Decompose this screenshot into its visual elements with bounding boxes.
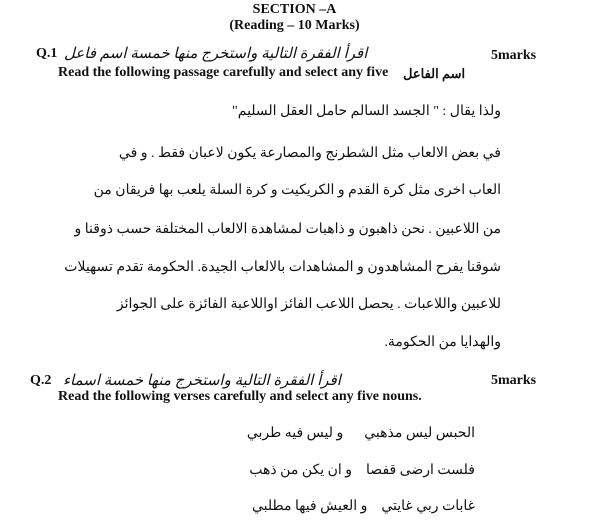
q2-english-instruction: Read the following verses carefully and select any five nouns. — [58, 389, 422, 404]
passage-line: للاعبين واللاعبات . يحصل اللاعب الفائز اواللاعبة الفائزة على الجوائز — [116, 297, 501, 312]
passage-line: العاب اخرى مثل كرة القدم و الكريكيت و كرة السلة يلعب بها فريقان من — [93, 183, 501, 198]
passage-line: في بعض الالعاب مثل الشطرنج والمصارعة يكون لاعبان فقط . و في — [118, 146, 501, 161]
q1-number: Q.1 — [36, 46, 58, 61]
section-subtitle: (Reading – 10 Marks) — [229, 18, 360, 33]
q2-marks: 5marks — [491, 373, 537, 388]
passage-line: من اللاعبين . نحن ذاهبون و ذاهبات لمشاهدة الالعاب المختلفة حسب ذوقنا و — [74, 222, 501, 237]
q2-arabic-instruction: اقرأ الفقرة التالية واستخرج منها خمسة اسماء — [63, 373, 341, 389]
section-title: SECTION –A — [252, 2, 337, 17]
passage-line: ولذا يقال : " الجسد السالم حامل العقل السليم" — [232, 104, 501, 119]
q2-number: Q.2 — [30, 373, 52, 388]
passage-line: والهدايا من الحكومة. — [384, 335, 501, 350]
q1-arabic-term: اسم الفاعل — [403, 66, 466, 81]
q1-english-instruction: Read the following passage carefully and select any five — [58, 65, 389, 80]
q1-marks: 5marks — [491, 48, 537, 63]
verse-line: الحبس ليس مذهبي و ليس فيه طربي — [246, 426, 475, 441]
verse-line: غابات ربي غايتي و العيش فيها مطلبي — [251, 499, 475, 514]
verse-line: فلست ارضى قفصا و ان يكن من ذهب — [249, 463, 475, 478]
q1-arabic-instruction: اقرأ الفقرة التالية واستخرج منها خمسة اسم فاعل — [64, 46, 368, 62]
passage-line: شوقنا يفرح المشاهدون و المشاهدات بالالعاب الجيدة. الحكومة تقدم تسهيلات — [64, 260, 501, 275]
